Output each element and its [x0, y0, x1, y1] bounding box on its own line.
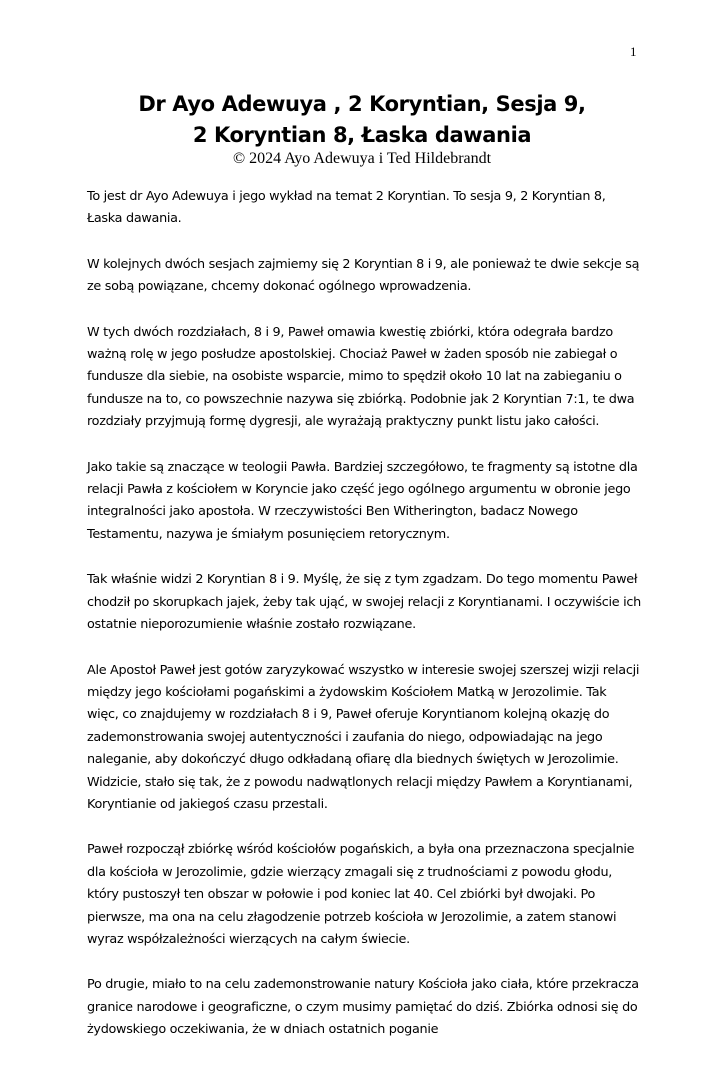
page-number: 1: [630, 44, 637, 59]
paragraph-1: To jest dr Ayo Adewuya i jego wykład na temat 2 Koryntian. To sesja 9, 2 Koryntian 8, Łaska dawania.: [87, 189, 606, 227]
document-body: [87, 186, 641, 1065]
paragraph-6: Ale Apostoł Paweł jest gotów zaryzykować wszystko w interesie swojej szerszej wizji relacji między jego kościołami pogańskimi a żydowskim Kościołem Matką w Jerozolimie. Tak więc, co znajdujemy w rozdziałach 8 i 9, Paweł oferuje Koryntianom kolejną okazję do zademonstrowania swojej autentyczności i zaufania do niego, odpowiadając na jego naleganie, aby dokończyć długo odkładaną ofiarę dla biednych świętych w Jerozolimie. Widzicie, stało się tak, że z powodu nadwątlonych relacji między Pawłem a Koryntianami, Koryntianie od jakiegoś czasu przestali.: [87, 662, 640, 812]
page-title: [0, 89, 724, 151]
paragraph-5: Tak właśnie widzi 2 Koryntian 8 i 9. Myślę, że się z tym zgadzam. Do tego momentu Paweł chodził po skorupkach jajek, żeby tak ująć, w swojej relacji z Koryntianami. I oczywiście ich ostatnie nieporozumienie właśnie zostało rozwiązane.: [87, 572, 641, 633]
title-line-2: 2 Koryntian 8, Łaska dawania: [192, 123, 532, 147]
copyright-notice: © 2024 Ayo Adewuya i Ted Hildebrandt: [232, 150, 492, 167]
paragraph-8: Po drugie, miało to na celu zademonstrowanie natury Kościoła jako ciała, które przekracza granice narodowe i geograficzne, o czym musimy pamiętać do dziś. Zbiórka odnosi się do żydowskiego oczekiwania, że w dniach ostatnich poganie: [87, 977, 639, 1038]
paragraph-2: W kolejnych dwóch sesjach zajmiemy się 2 Koryntian 8 i 9, ale ponieważ te dwie sekcje są ze sobą powiązane, chcemy dokonać ogólnego wprowadzenia.: [87, 256, 640, 295]
paragraph-4: Jako takie są znaczące w teologii Pawła. Bardziej szczegółowo, te fragmenty są istotne dla relacji Pawła z kościołem w Koryncie jako część jego ogólnego argumentu w obronie jego integralności jako apostoła. W rzeczywistości Ben Witherington, badacz Nowego Testamentu, nazywa je śmiałym posunięciem retorycznym.: [87, 459, 638, 542]
title-line-1: Dr Ayo Adewuya , 2 Koryntian, Sesja 9,: [138, 92, 586, 116]
paragraph-7: Paweł rozpoczął zbiórkę wśród kościołów pogańskich, a była ona przeznaczona specjalnie dla kościoła w Jerozolimie, gdzie wierzący zmagali się z trudnościami z powodu głodu, który pustoszył ten obszar w połowie i pod koniec lat 40. Cel zbiórki był dwojaki. Po pierwsze, ma ona na celu złagodzenie potrzeb kościoła w Jerozolimie, a zatem stanowi wyraz współzależności wierzących na całym świecie.: [87, 842, 635, 947]
paragraph-3: W tych dwóch rozdziałach, 8 i 9, Paweł omawia kwestię zbiórki, która odegrała bardzo ważną rolę w jego posłudze apostolskiej. Chociaż Paweł w żaden sposób nie zabiegał o fundusze dla siebie, na osobiste wsparcie, mimo to spędził około 10 lat na zabieganiu o fundusze na to, co powszechnie nazywa się zbiórką. Podobnie jak 2 Koryntian 7:1, te dwa rozdziały przyjmują formę dygresji, ale wyrażają praktyczny punkt listu jako całości.: [87, 324, 635, 430]
